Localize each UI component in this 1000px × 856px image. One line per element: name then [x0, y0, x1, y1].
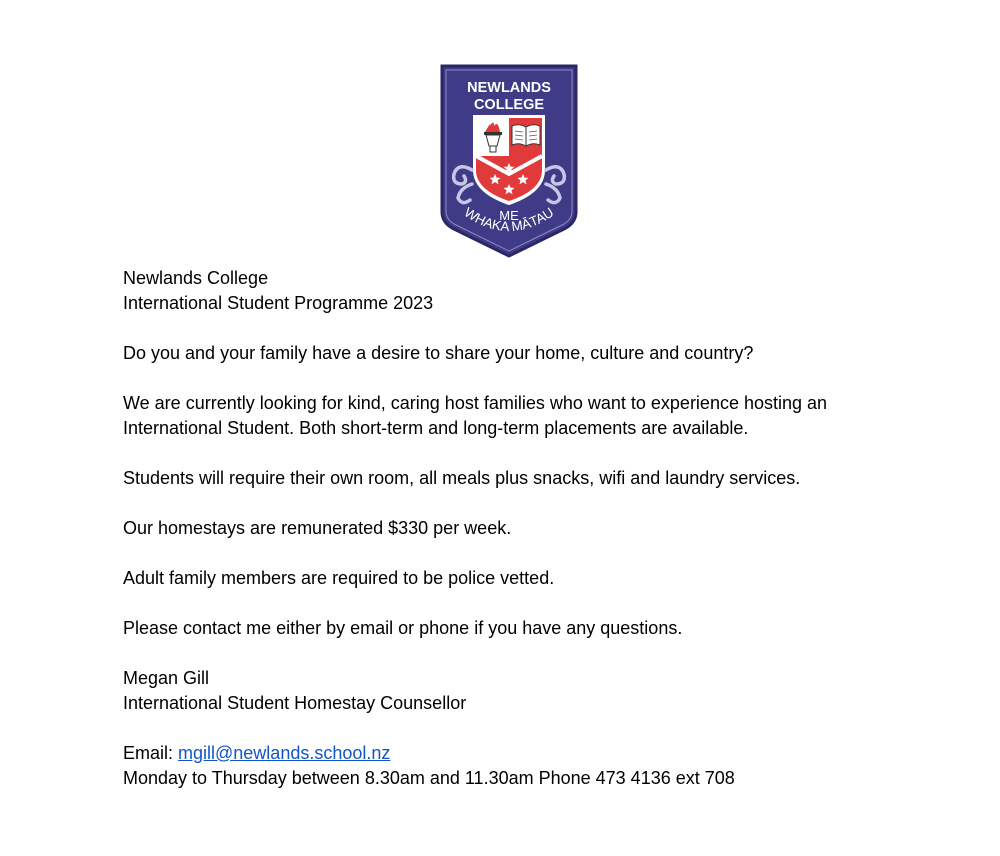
crest-name-line2: COLLEGE	[473, 97, 545, 113]
heading-school-name: Newlands College	[123, 268, 269, 288]
contact-details	[123, 741, 923, 791]
signature-block	[123, 666, 923, 716]
signature-name: Megan Gill	[123, 668, 210, 688]
email-line	[123, 741, 923, 766]
paragraph-looking	[123, 391, 923, 441]
paragraph-remuneration: Our homestays are remunerated $330 per week.	[123, 518, 512, 538]
letter-heading	[123, 266, 923, 316]
newlands-college-crest	[438, 62, 580, 260]
signature-title: International Student Homestay Counsellor	[123, 693, 467, 713]
paragraph-vetting: Adult family members are required to be police vetted.	[123, 568, 555, 588]
crest-motto-line1: ME	[499, 208, 519, 223]
crest-name-line1: NEWLANDS	[467, 80, 551, 96]
paragraph-looking-line1: We are currently looking for kind, caring host families who want to experience hosting an	[123, 393, 828, 413]
email-label: Email:	[123, 743, 179, 763]
email-link[interactable]: mgill@newlands.school.nz	[178, 743, 391, 763]
paragraph-contact: Please contact me either by email or phone if you have any questions.	[123, 618, 683, 638]
heading-programme: International Student Programme 2023	[123, 293, 434, 313]
hours-phone-line: Monday to Thursday between 8.30am and 11.30am Phone 473 4136 ext 708	[123, 768, 735, 788]
crest-motto-line2-path: WHAKA MĀTAU	[461, 204, 557, 235]
paragraph-question: Do you and your family have a desire to share your home, culture and country?	[123, 343, 754, 363]
paragraph-requirements: Students will require their own room, all meals plus snacks, wifi and laundry services.	[123, 468, 801, 488]
paragraph-looking-line2: International Student. Both short-term and long-term placements are available.	[123, 418, 749, 438]
letter-body	[123, 266, 923, 791]
open-book-icon	[512, 125, 540, 146]
